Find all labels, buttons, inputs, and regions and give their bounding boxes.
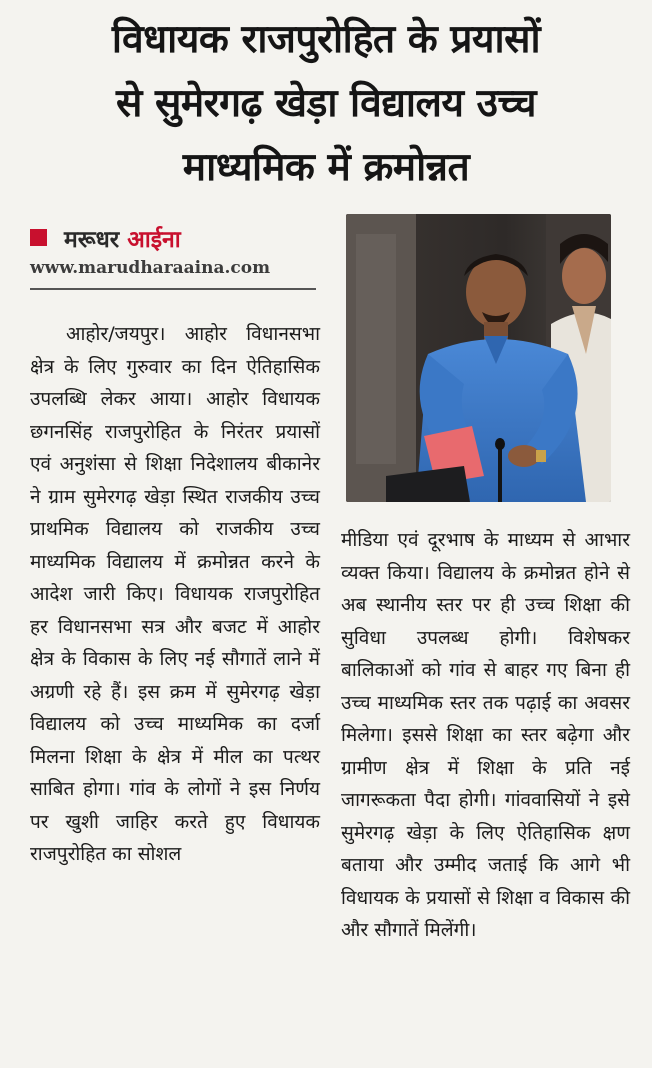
- legislator-photo: [346, 214, 611, 502]
- brand-name-part-2: आईना: [127, 227, 181, 253]
- divider-rule: [30, 288, 316, 290]
- headline-line-1: विधायक राजपुरोहित के प्रयासों: [111, 17, 541, 62]
- headline: [14, 8, 638, 200]
- brand-name-part-1: मरूधर: [64, 227, 120, 253]
- headline-line-2: से सुमेरगढ़ खेड़ा विद्यालय उच्च: [116, 81, 536, 126]
- brand-name: [64, 222, 181, 254]
- article-column-left: आहोर/जयपुर। आहोर विधानसभा क्षेत्र के लिए गुरुवार का दिन ऐतिहासिक उपलब्धि लेकर आया। आहोर विधायक छगनसिंह राजपुरोहित के निरंतर प्रयासों एवं अनुशंसा से शिक्षा निदेशालय बीकानेर ने ग्राम सुमेरगढ़ खेड़ा स्थित राजकीय उच्च प्राथमिक विद्यालय को राजकीय उच्च माध्यमिक विद्यालय में क्रमोन्नत करने के आदेश जारी किए। विधायक राजपुरोहित हर विधानसभा सत्र और बजट में आहोर क्षेत्र के विकास के लिए नई सौगातें लाने में अग्रणी रहे हैं। इस क्रम में सुमेरगढ़ खेड़ा विद्यालय को उच्च माध्यमिक का दर्जा मिलना शिक्षा के क्षेत्र में मील का पत्थर साबित होगा। गांव के लोगों ने इस निर्णय पर खुशी जाहिर करते हुए विधायक राजपुरोहित का सोशल: [30, 323, 320, 865]
- brand-url: www.marudharaaina.com: [30, 258, 271, 278]
- headline-line-3: माध्यमिक में क्रमोन्नत: [182, 145, 470, 190]
- brand-square-icon: [30, 229, 47, 246]
- article-column-right: मीडिया एवं दूरभाष के माध्यम से आभार व्यक्त किया। विद्यालय के क्रमोन्नत होने से अब स्थानीय स्तर पर ही उच्च शिक्षा की सुविधा उपलब्ध होगी। विशेषकर बालिकाओं को गांव से बाहर गए बिना ही उच्च माध्यमिक स्तर तक पढ़ाई का अवसर मिलेगा। इससे शिक्षा का स्तर बढ़ेगा और ग्रामीण क्षेत्र में शिक्षा के प्रति नई जागरूकता पैदा होगी। गांववासियों ने इसे सुमेरगढ़ खेड़ा के लिए ऐतिहासिक क्षण बताया और उम्मीद जताई कि आगे भी विधायक के प्रयासों से शिक्षा व विकास की और सौगातें मिलेंगी।: [341, 529, 630, 941]
- brand-block: [30, 222, 320, 256]
